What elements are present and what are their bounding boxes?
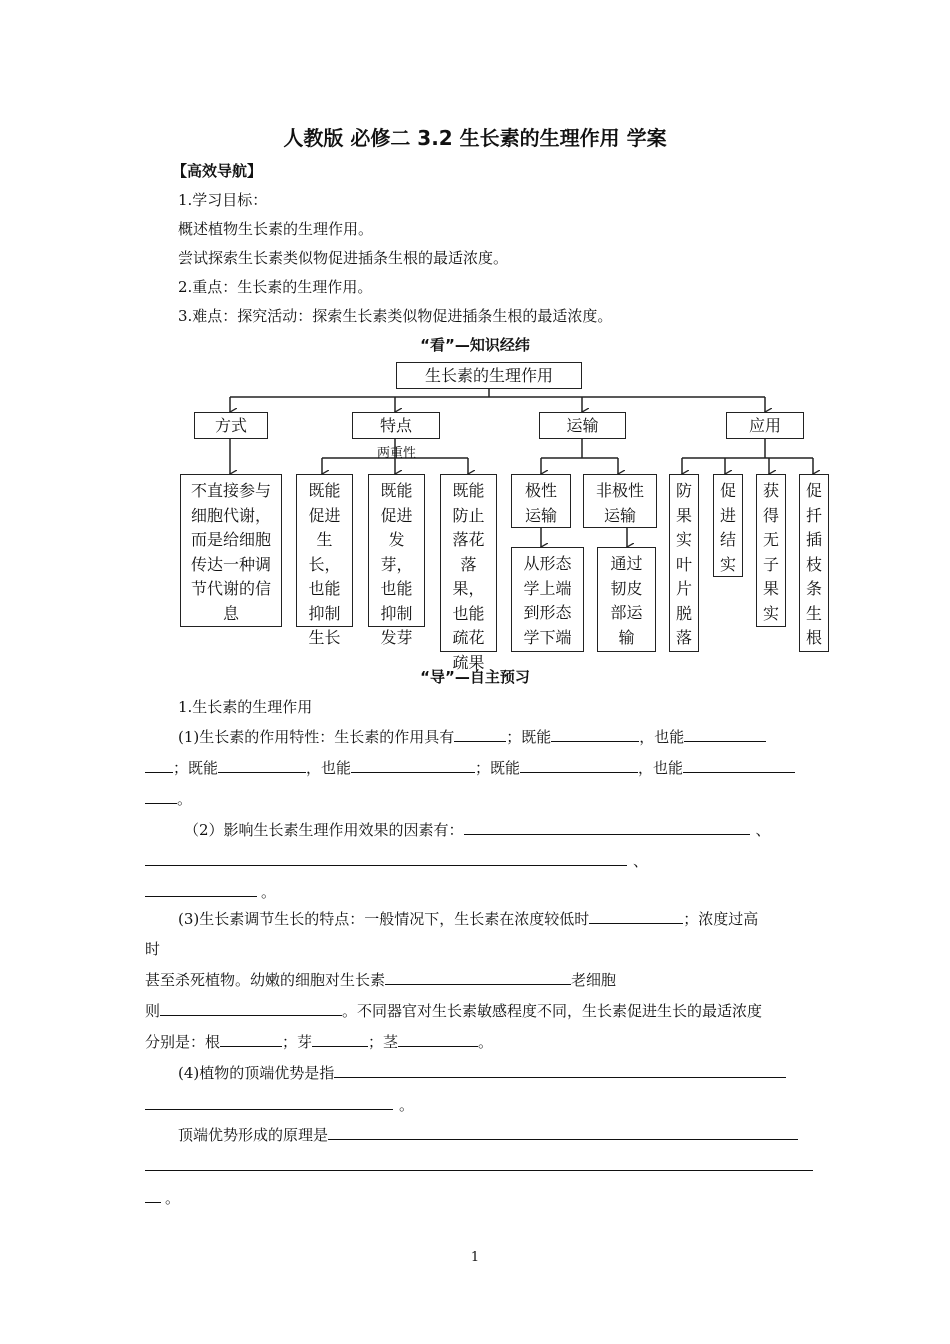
answer-blank[interactable] bbox=[589, 909, 683, 924]
diagram-application-item: 获得无子果实 bbox=[756, 474, 786, 627]
diagram-feature-item: 既能防止落花落果，也能疏花疏果 bbox=[440, 474, 497, 652]
answer-blank[interactable] bbox=[160, 1001, 342, 1016]
question-4-line-1 bbox=[178, 1062, 786, 1083]
diagram-application-item: 促扦插枝条生根 bbox=[799, 474, 829, 652]
question-3-line-1-cont: 时 bbox=[145, 940, 161, 958]
question-1-line-3 bbox=[145, 788, 192, 809]
question-1-prefix: (1)生长素的作用特性：生长素的作用具有 bbox=[178, 728, 455, 746]
preview-heading: 1.生长素的生理作用 bbox=[178, 698, 313, 716]
diagram-application-item: 防果实叶片脱落 bbox=[669, 474, 699, 652]
question-4-text: 。 bbox=[399, 1096, 415, 1114]
question-1-text: ；既能 bbox=[173, 759, 219, 777]
diagram-mode-detail: 不直接参与细胞代谢，而是给细胞传达一种调节代谢的信息 bbox=[180, 474, 282, 627]
answer-blank[interactable] bbox=[351, 758, 475, 773]
question-3-text: 甚至杀死植物。幼嫩的细胞对生长素 bbox=[145, 971, 386, 989]
question-1-text: ，也能 bbox=[638, 759, 684, 777]
question-3-text: 分别是：根 bbox=[145, 1033, 221, 1051]
answer-blank[interactable] bbox=[551, 727, 639, 742]
diagram-category-transport: 运输 bbox=[539, 412, 626, 439]
diagram-root: 生长素的生理作用 bbox=[396, 362, 582, 389]
question-3-text: 。不同器官对生长素敏感程度不同，生长素促进生长的最适浓度 bbox=[342, 1002, 763, 1020]
question-2-text: 、 bbox=[633, 852, 649, 870]
diagram-transport-detail: 通过韧皮部运输 bbox=[597, 547, 656, 652]
answer-blank[interactable] bbox=[398, 1032, 478, 1047]
answer-blank[interactable] bbox=[454, 727, 506, 742]
question-3-line-3 bbox=[145, 1000, 762, 1021]
question-3-line-1 bbox=[178, 908, 758, 929]
diagram-transport-type: 非极性运输 bbox=[583, 474, 657, 528]
diagram-application-item: 促进结实 bbox=[713, 474, 743, 577]
nav-heading: 【高效导航】 bbox=[172, 162, 263, 180]
handwritten-note: 两重性 bbox=[377, 446, 417, 461]
difficulty: 3.难点：探究活动：探索生长素类似物促进插条生根的最适浓度。 bbox=[178, 307, 613, 325]
question-5-text: 。 bbox=[165, 1189, 181, 1207]
diagram-feature-item: 既能促进发芽，也能抑制发芽 bbox=[368, 474, 425, 627]
diagram-feature-item: 既能促进生长，也能抑制生长 bbox=[296, 474, 353, 627]
answer-blank[interactable] bbox=[464, 820, 750, 835]
question-3-line-2 bbox=[145, 969, 616, 990]
question-3-text: ；茎 bbox=[368, 1033, 399, 1051]
question-3-prefix: (3)生长素调节生长的特点：一般情况下，生长素在浓度较低时 bbox=[178, 910, 590, 928]
answer-blank[interactable] bbox=[684, 727, 766, 742]
diagram-transport-type: 极性运输 bbox=[511, 474, 571, 528]
question-3-text: 则 bbox=[145, 1002, 161, 1020]
question-3-text: ；芽 bbox=[282, 1033, 313, 1051]
page-number: 1 bbox=[470, 1250, 480, 1265]
question-2-text: 。 bbox=[261, 883, 277, 901]
question-4-prefix: (4)植物的顶端优势是指 bbox=[178, 1064, 335, 1082]
goal-item: 概述植物生长素的生理作用。 bbox=[178, 220, 374, 238]
answer-blank[interactable] bbox=[683, 758, 795, 773]
answer-blank[interactable] bbox=[145, 1188, 161, 1203]
answer-blank[interactable] bbox=[145, 758, 173, 773]
question-3-line-4 bbox=[145, 1031, 493, 1052]
diagram-transport-detail: 从形态学上端到形态学下端 bbox=[511, 547, 584, 652]
question-1-line-2 bbox=[145, 757, 795, 778]
answer-blank[interactable] bbox=[220, 1032, 282, 1047]
question-2-line-2 bbox=[145, 850, 648, 871]
answer-line[interactable] bbox=[145, 1170, 813, 1171]
answer-blank[interactable] bbox=[385, 970, 571, 985]
goals-label: 1.学习目标： bbox=[178, 191, 268, 209]
question-3-text: 。 bbox=[478, 1033, 494, 1051]
key-point: 2.重点：生长素的生理作用。 bbox=[178, 278, 373, 296]
answer-blank[interactable] bbox=[145, 789, 177, 804]
question-3-text: 老细胞 bbox=[571, 971, 617, 989]
question-5-line-1 bbox=[178, 1124, 798, 1145]
answer-blank[interactable] bbox=[218, 758, 306, 773]
document-title: 人教版 必修二 3.2 生长素的生理作用 学案 bbox=[283, 126, 667, 150]
answer-blank[interactable] bbox=[145, 882, 257, 897]
question-5-line-3 bbox=[145, 1187, 180, 1208]
question-1-line-1 bbox=[178, 726, 766, 747]
question-3-text: ；浓度过高 bbox=[683, 910, 759, 928]
question-1-text: ；既能 bbox=[506, 728, 552, 746]
question-1-text: ，也能 bbox=[306, 759, 352, 777]
question-5-prefix: 顶端优势形成的原理是 bbox=[178, 1126, 329, 1144]
question-2-prefix: （2）影响生长素生理作用效果的因素有： bbox=[184, 821, 464, 839]
answer-blank[interactable] bbox=[520, 758, 638, 773]
diagram-category-mode: 方式 bbox=[194, 412, 268, 439]
question-2-line-3 bbox=[145, 881, 276, 902]
question-1-text: ，也能 bbox=[639, 728, 685, 746]
answer-blank[interactable] bbox=[312, 1032, 368, 1047]
answer-blank[interactable] bbox=[328, 1125, 798, 1140]
diagram-category-application: 应用 bbox=[726, 412, 804, 439]
question-4-line-2 bbox=[145, 1094, 414, 1115]
answer-blank[interactable] bbox=[145, 1095, 393, 1110]
section-guide-heading: “导”—自主预习 bbox=[420, 668, 530, 686]
question-1-text: 。 bbox=[177, 790, 193, 808]
section-look-heading: “看”—知识经纬 bbox=[420, 336, 530, 354]
goal-item: 尝试探索生长素类似物促进插条生根的最适浓度。 bbox=[178, 249, 509, 267]
answer-blank[interactable] bbox=[145, 851, 627, 866]
question-1-text: ；既能 bbox=[475, 759, 521, 777]
question-2-line-1 bbox=[184, 819, 771, 840]
answer-blank[interactable] bbox=[334, 1063, 786, 1078]
diagram-category-features: 特点 bbox=[352, 412, 440, 439]
question-2-text: 、 bbox=[755, 821, 771, 839]
